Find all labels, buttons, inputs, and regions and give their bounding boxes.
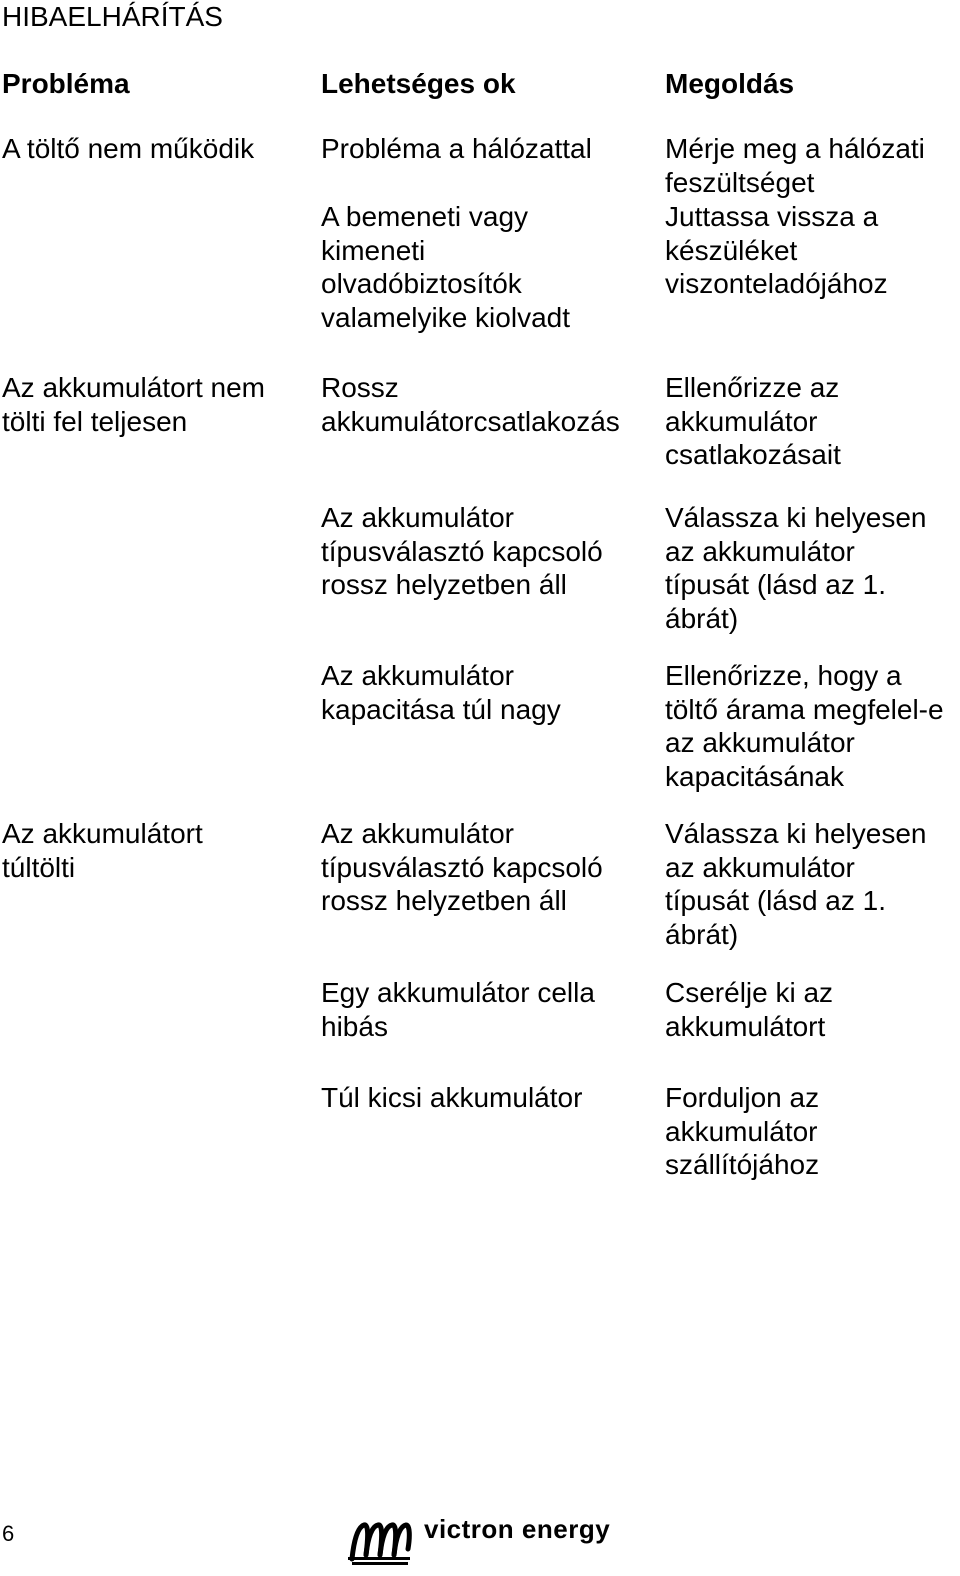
row-1-solution: Mérje meg a hálózati feszültséget — [665, 133, 925, 198]
row-3-problem: Az akkumulátort nem tölti fel teljesen — [2, 372, 265, 437]
row-4-cause: Az akkumulátor típusválasztó kapcsoló rossz helyzetben áll — [321, 502, 603, 601]
row-5-cause: Az akkumulátor kapacitása túl nagy — [321, 660, 561, 725]
row-2-solution: Juttassa vissza a készüléket viszonteladójához — [665, 201, 888, 300]
row-5-solution: Ellenőrizze, hogy a töltő árama megfelel-e az akkumulátor kapacitásának — [665, 660, 944, 793]
row-8-cause: Túl kicsi akkumulátor — [321, 1082, 583, 1113]
row-6-solution: Válassza ki helyesen az akkumulátor típusát (lásd az 1. ábrát) — [665, 818, 927, 951]
row-2-cause: A bemeneti vagy kimeneti olvadóbiztosítók valamelyike kiolvadt — [321, 201, 570, 334]
row-7-cause: Egy akkumulátor cella hibás — [321, 977, 595, 1042]
row-3-cause: Rossz akkumulátorcsatlakozás — [321, 372, 620, 437]
page-title: HIBAELHÁRÍTÁS — [2, 1, 223, 32]
row-6-problem: Az akkumulátort túltölti — [2, 818, 203, 883]
row-6-cause: Az akkumulátor típusválasztó kapcsoló rossz helyzetben áll — [321, 818, 603, 917]
header-solution: Megoldás — [665, 68, 795, 99]
header-cause: Lehetséges ok — [321, 68, 516, 99]
row-7-solution: Cserélje ki az akkumulátort — [665, 977, 834, 1042]
header-problem: Probléma — [2, 68, 130, 99]
page-number: 6 — [2, 1521, 15, 1546]
victron-logo-icon — [344, 1519, 416, 1569]
row-1-problem: A töltő nem működik — [2, 133, 255, 164]
row-1-cause: Probléma a hálózattal — [321, 133, 592, 164]
brand-name: victron energy — [424, 1514, 611, 1544]
row-8-solution: Forduljon az akkumulátor szállítójához — [665, 1082, 820, 1181]
row-3-solution: Ellenőrizze az akkumulátor csatlakozásait — [665, 372, 841, 471]
row-4-solution: Válassza ki helyesen az akkumulátor típusát (lásd az 1. ábrát) — [665, 502, 927, 635]
